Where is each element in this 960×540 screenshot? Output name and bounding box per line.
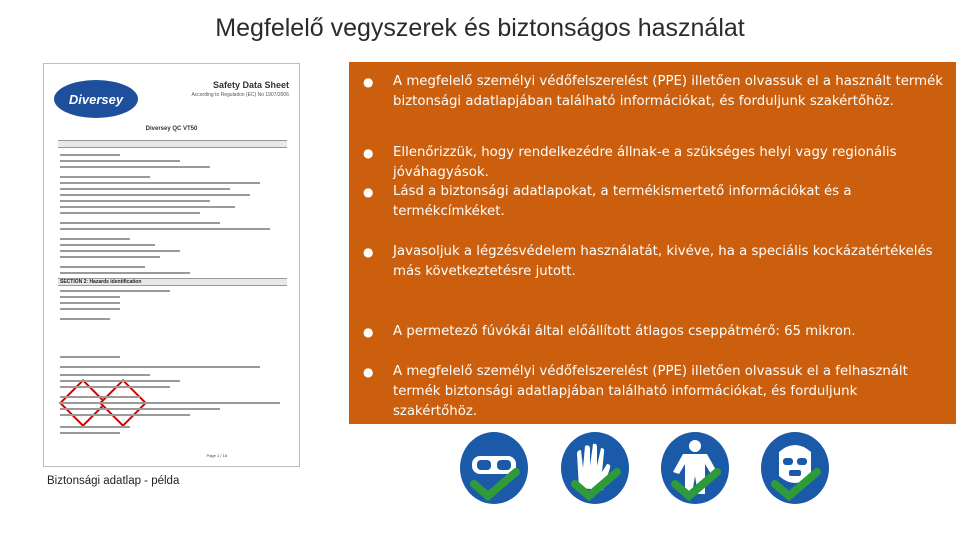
sds-text-line xyxy=(60,244,155,246)
bullet-dot-icon: ● xyxy=(363,245,374,259)
sds-text-line xyxy=(60,238,130,240)
sds-text-line xyxy=(60,302,120,304)
sds-text-line xyxy=(60,256,160,258)
sds-preview-image xyxy=(43,63,300,467)
bullet-item: ● A megfelelő személyi védőfelszerelést (PPE) illetően olvassuk el a használt termék biztonsági adatlapjában található információkat, és forduljunk szakértőhöz. xyxy=(363,74,943,109)
bullet-dot-icon: ● xyxy=(363,185,374,199)
sds-page-number: Page 1 / 18 xyxy=(206,453,227,458)
sds-section-bar xyxy=(58,140,287,148)
sds-text-line xyxy=(60,188,230,190)
sds-text-line xyxy=(60,160,180,162)
sds-text-line xyxy=(60,228,270,230)
sds-text-line xyxy=(60,272,190,274)
sds-text-line xyxy=(60,222,220,224)
sds-text-line xyxy=(60,356,120,358)
bullet-item: ● Javasoljuk a légzésvédelem használatát, kivéve, ha a speciális kockázatértékelés más következtetésre jutott. xyxy=(363,244,933,279)
sds-text-line xyxy=(60,432,120,434)
sds-text-line xyxy=(60,308,120,310)
sds-text-line xyxy=(60,386,170,388)
sds-text-line xyxy=(60,182,260,184)
bullet-dot-icon: ● xyxy=(363,146,374,160)
face-shield-icon xyxy=(761,432,829,504)
goggles-icon xyxy=(460,432,528,504)
sds-text-line xyxy=(60,396,140,398)
sds-text-line xyxy=(60,200,210,202)
sds-text-line xyxy=(60,374,150,376)
sds-caption: Biztonsági adatlap - példa xyxy=(47,475,180,487)
sds-section-2-bar xyxy=(58,278,287,286)
bullet-item: ● A permetező fúvókái által előállított átlagos cseppátmérő: 65 mikron. xyxy=(349,322,944,342)
sds-text-line xyxy=(60,426,130,428)
sds-header-title: Safety Data Sheet xyxy=(212,80,289,90)
sds-text-line xyxy=(60,154,120,156)
sds-header-sub: According to Regulation (EC) No 1907/2006 xyxy=(191,92,289,98)
sds-text-line xyxy=(60,194,250,196)
bullet-dot-icon: ● xyxy=(363,365,374,379)
slide-title: Megfelelő vegyszerek és biztonságos használat xyxy=(215,14,745,42)
gloves-icon xyxy=(561,432,629,504)
sds-text-line xyxy=(60,212,200,214)
sds-text-line xyxy=(60,266,145,268)
bullet-dot-icon: ● xyxy=(363,75,374,89)
diversey-logo: Diversey xyxy=(54,80,138,118)
protective-suit-icon xyxy=(661,432,729,504)
bullet-item: ● Lásd a biztonsági adatlapokat, a termékismertető információkat és a termékcímkéket. xyxy=(363,184,852,219)
sds-text-line xyxy=(60,290,170,292)
sds-text-line xyxy=(60,206,235,208)
sds-header xyxy=(191,80,289,98)
sds-text-line xyxy=(60,166,210,168)
bullet-item: ● A megfelelő személyi védőfelszerelést (PPE) illetően olvassuk el a felhasznált termék biztonsági adatlapjában található információkat, és forduljunk szakértőhöz. xyxy=(363,364,908,419)
sds-text-line xyxy=(60,408,220,410)
sds-text-line xyxy=(60,380,180,382)
sds-text-line xyxy=(60,176,150,178)
sds-text-line xyxy=(60,318,110,320)
sds-section-2-heading: SECTION 2: Hazards identification xyxy=(60,279,142,285)
sds-product-name: Diversey QC VT50 xyxy=(145,126,198,132)
sds-text-line xyxy=(60,250,180,252)
sds-text-line xyxy=(60,296,120,298)
bullet-item: ● Ellenőrizzük, hogy rendelkezédre állnak-e a szükséges helyi vagy regionális jóváhagyások. xyxy=(363,145,897,180)
sds-text-line xyxy=(60,402,280,404)
bullet-dot-icon: ● xyxy=(363,325,374,339)
sds-text-line xyxy=(60,414,190,416)
sds-text-line xyxy=(60,366,260,368)
